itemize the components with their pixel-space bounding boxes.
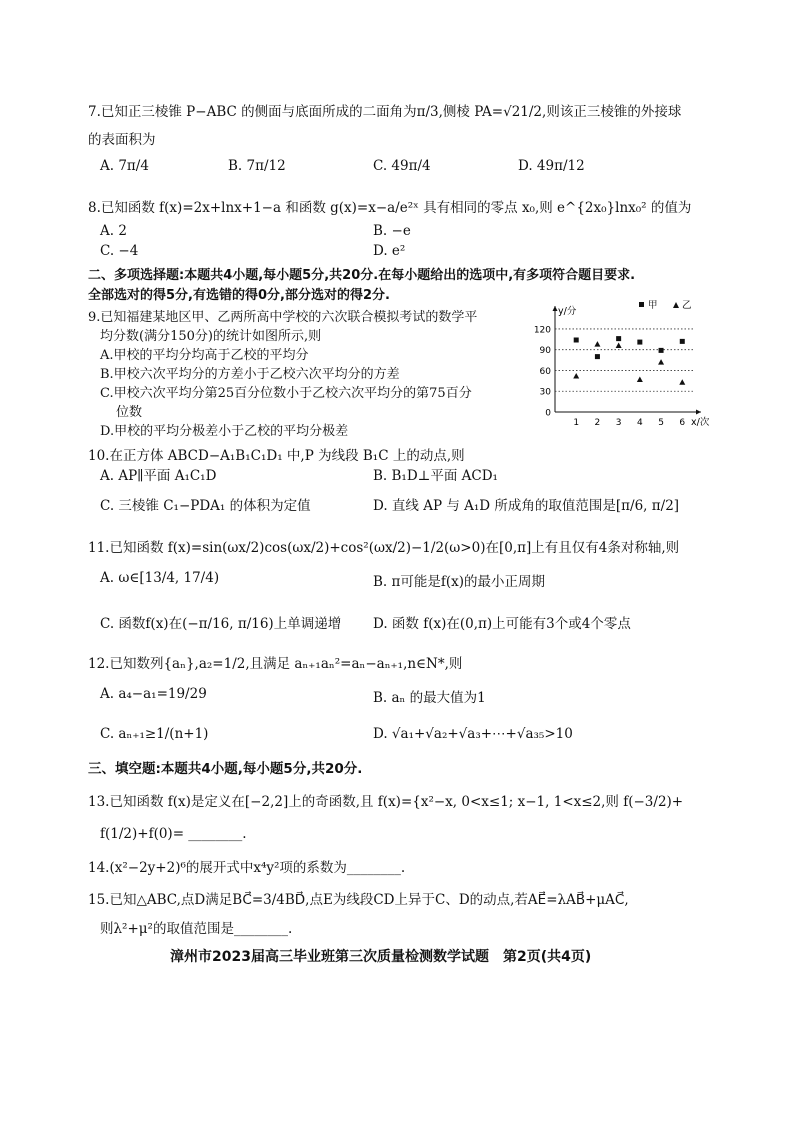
- data-point-jia: [680, 339, 685, 344]
- q9-stem-line2: 均分数(满分150分)的统计如图所示,则: [100, 329, 322, 344]
- y-tick-label: 0: [545, 408, 551, 419]
- x-tick-label: 2: [594, 418, 601, 428]
- q10-option-a: A. AP∥平面 A₁C₁D: [100, 468, 217, 484]
- x-axis-arrow: [696, 410, 701, 415]
- data-point-yi: [573, 373, 579, 379]
- legend-square-marker: [639, 302, 644, 307]
- q8-option-b: B. −e: [373, 223, 411, 239]
- section3-heading: 三、填空题:本题共4小题,每小题5分,共20分.: [88, 761, 363, 777]
- legend-label-yi: 乙: [682, 300, 692, 311]
- page-footer: 漳州市2023届高三毕业班第三次质量检测数学试题 第2页(共4页): [170, 949, 592, 965]
- y-axis-arrow: [553, 306, 558, 311]
- y-tick-label: 90: [539, 346, 551, 357]
- section2-scoring: 全部选对的得5分,有选错的得0分,部分选对的得2分.: [88, 288, 390, 303]
- q8-option-c: C. −4: [100, 243, 139, 259]
- q8-option-d: D. e²: [373, 243, 406, 259]
- x-tick-label: 1: [573, 418, 580, 428]
- x-tick-label: 6: [679, 418, 686, 428]
- y-tick-label: 60: [539, 366, 551, 377]
- q12-option-c: C. aₙ₊₁≥1/(n+1): [100, 726, 209, 742]
- x-tick-label: 5: [658, 418, 664, 428]
- data-point-yi: [658, 359, 664, 365]
- q11-option-b: B. π可能是f(x)的最小正周期: [373, 574, 546, 590]
- q7-option-d: D. 49π/12: [518, 158, 585, 174]
- q10-option-c: C. 三棱锥 C₁−PDA₁ 的体积为定值: [100, 498, 311, 514]
- q12-option-d: D. √a₁+√a₂+√a₃+⋯+√a₃₅>10: [373, 726, 573, 742]
- q11-stem: 11.已知函数 f(x)=sin(ωx/2)cos(ωx/2)+cos²(ωx/2)−1/2(ω>0)在[0,π]上有且仅有4条对称轴,则: [88, 540, 680, 556]
- data-point-yi: [594, 341, 600, 347]
- data-point-jia: [616, 336, 621, 341]
- q13-line2: f(1/2)+f(0)= ________.: [100, 826, 247, 842]
- legend-label-jia: 甲: [648, 300, 658, 311]
- q13-line1: 13.已知函数 f(x)是定义在[−2,2]上的奇函数,且 f(x)={x²−x, 0<x≤1; x−1, 1<x≤2,则 f(−3/2)+: [88, 794, 684, 810]
- q7-option-b: B. 7π/12: [228, 158, 286, 174]
- q15-line2: 则λ²+μ²的取值范围是________.: [100, 921, 293, 937]
- data-point-jia: [659, 348, 664, 353]
- legend-triangle-marker: [673, 302, 679, 308]
- q8-option-a: A. 2: [100, 223, 127, 239]
- q12-option-a: A. a₄−a₁=19/29: [100, 686, 207, 702]
- q10-option-b: B. B₁D⊥平面 ACD₁: [373, 468, 498, 484]
- q10-stem: 10.在正方体 ABCD−A₁B₁C₁D₁ 中,P 为线段 B₁C 上的动点,则: [88, 448, 465, 464]
- data-point-yi: [679, 379, 685, 385]
- q7-stem-line1: 7.已知正三棱锥 P−ABC 的侧面与底面所成的二面角为π/3,侧棱 PA=√21/2,则该正三棱锥的外接球: [88, 104, 682, 120]
- q7-option-a: A. 7π/4: [100, 158, 149, 174]
- y-tick-label: 120: [533, 325, 551, 336]
- q11-option-c: C. 函数f(x)在(−π/16, π/16)上单调递增: [100, 616, 342, 632]
- q9-option-d: D.甲校的平均分极差小于乙校的平均分极差: [100, 424, 349, 439]
- q9-option-c-line2: 位数: [116, 405, 143, 420]
- data-point-yi: [616, 343, 622, 349]
- x-tick-label: 3: [615, 418, 622, 428]
- y-tick-label: 30: [539, 387, 551, 398]
- q12-stem: 12.已知数列{aₙ},a₂=1/2,且满足 aₙ₊₁aₙ²=aₙ−aₙ₊₁,n∈N*,则: [88, 656, 463, 672]
- section2-heading: 二、多项选择题:本题共4小题,每小题5分,共20分.在每小题给出的选项中,有多项符合题目要求.: [88, 268, 636, 283]
- q11-option-d: D. 函数 f(x)在(0,π)上可能有3个或4个零点: [373, 616, 631, 632]
- q9-option-b: B.甲校六次平均分的方差小于乙校六次平均分的方差: [100, 367, 400, 382]
- q11-option-a: A. ω∈[13/4, 17/4): [100, 570, 220, 586]
- q7-option-c: C. 49π/4: [373, 158, 431, 174]
- data-point-yi: [637, 376, 643, 382]
- data-point-jia: [637, 340, 642, 345]
- x-axis-label: x/次: [691, 417, 710, 428]
- q9-scatter-chart: [533, 300, 710, 440]
- q15-line1: 15.已知△ABC,点D满足BC⃗=3/4BD⃗,点E为线段CD上异于C、D的动点,若AE⃗=λAB⃗+μAC⃗,: [88, 892, 629, 908]
- q9-option-a: A.甲校的平均分均高于乙校的平均分: [100, 348, 309, 363]
- y-axis-label: y/分: [558, 306, 577, 317]
- data-point-jia: [574, 338, 579, 343]
- q14-line: 14.(x²−2y+2)⁶的展开式中x⁴y²项的系数为________.: [88, 860, 406, 876]
- q12-option-b: B. aₙ 的最大值为1: [373, 690, 486, 706]
- q7-stem-line2: 的表面积为: [88, 132, 156, 148]
- q8-stem: 8.已知函数 f(x)=2x+lnx+1−a 和函数 g(x)=x−a/e²ˣ 具有相同的零点 x₀,则 e^{2x₀}lnx₀² 的值为: [88, 200, 692, 216]
- q10-option-d: D. 直线 AP 与 A₁D 所成角的取值范围是[π/6, π/2]: [373, 498, 680, 514]
- x-tick-label: 4: [636, 418, 643, 428]
- q9-option-c-line1: C.甲校六次平均分第25百分位数小于乙校六次平均分的第75百分: [100, 386, 472, 401]
- q9-stem-line1: 9.已知福建某地区甲、乙两所高中学校的六次联合模拟考试的数学平: [88, 310, 478, 325]
- data-point-jia: [595, 354, 600, 359]
